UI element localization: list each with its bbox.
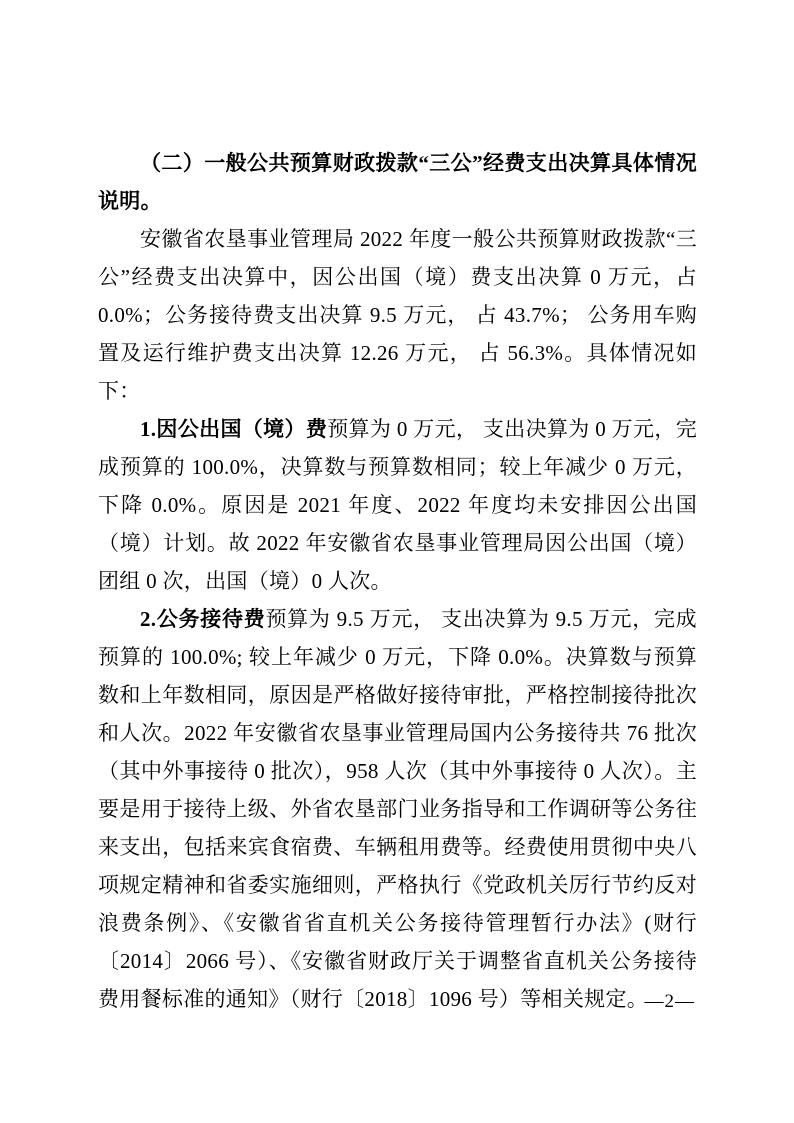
page-number: —2— bbox=[644, 991, 695, 1012]
document-content bbox=[98, 144, 697, 1018]
paragraph bbox=[98, 410, 697, 600]
paragraph-lead: 1.因公出国（境）费 bbox=[140, 417, 328, 441]
section-heading: （二）一般公共预算财政拨款“三公”经费支出决算具体情况说明。 bbox=[98, 151, 697, 213]
paragraph-lead: 2.公务接待费 bbox=[140, 607, 266, 631]
paragraph-text: 安徽省农垦事业管理局 2022 年度一般公共预算财政拨款“三公”经费支出决算中，因公出国（境）费支出决算 0 万元，占 0.0%；公务接待费支出决算 9.5 万元， 占 43.7%； 公务用车购置及运行维护费支出决算 12.26 万元， 占 56.3%。具体情况如下： bbox=[98, 227, 697, 403]
paragraph bbox=[98, 600, 697, 1018]
paragraph-text: 预算为 9.5 万元， 支出决算为 9.5 万元，完成预算的 100.0%; 较上年减少 0 万元，下降 0.0%。决算数与预算数和上年数相同，原因是严格做好接待审批，严格控制接待批次和人次。2022 年安徽省农垦事业管理局国内公务接待共 76 批次（其中外事接待 0 批次），958 人次（其中外事接待 0 人次）。主要是用于接待上级、外省农垦部门业务指导和工作调研等公务往来支出，包括来宾食宿费、车辆租用费等。经费使用贯彻中央八项规定精神和省委实施细则，严格执行《党政机关厉行节约反对浪费条例》、《安徽省省直机关公务接待管理暂行办法》(财行〔2014〕2066 号）、《安徽省财政厅关于调整省直机关公务接待费用餐标准的通知》（财行〔2018〕1096 号）等相关规定。 bbox=[98, 607, 697, 1011]
paragraph-text: 预算为 0 万元， 支出决算为 0 万元，完成预算的 100.0%，决算数与预算数相同；较上年减少 0 万元，下降 0.0%。原因是 2021 年度、2022 年度均未安排因公出国（境）计划。故 2022 年安徽省农垦事业管理局因公出国（境）团组 0 次，出国（境）0 人次。 bbox=[98, 417, 697, 593]
paragraph bbox=[98, 220, 697, 410]
